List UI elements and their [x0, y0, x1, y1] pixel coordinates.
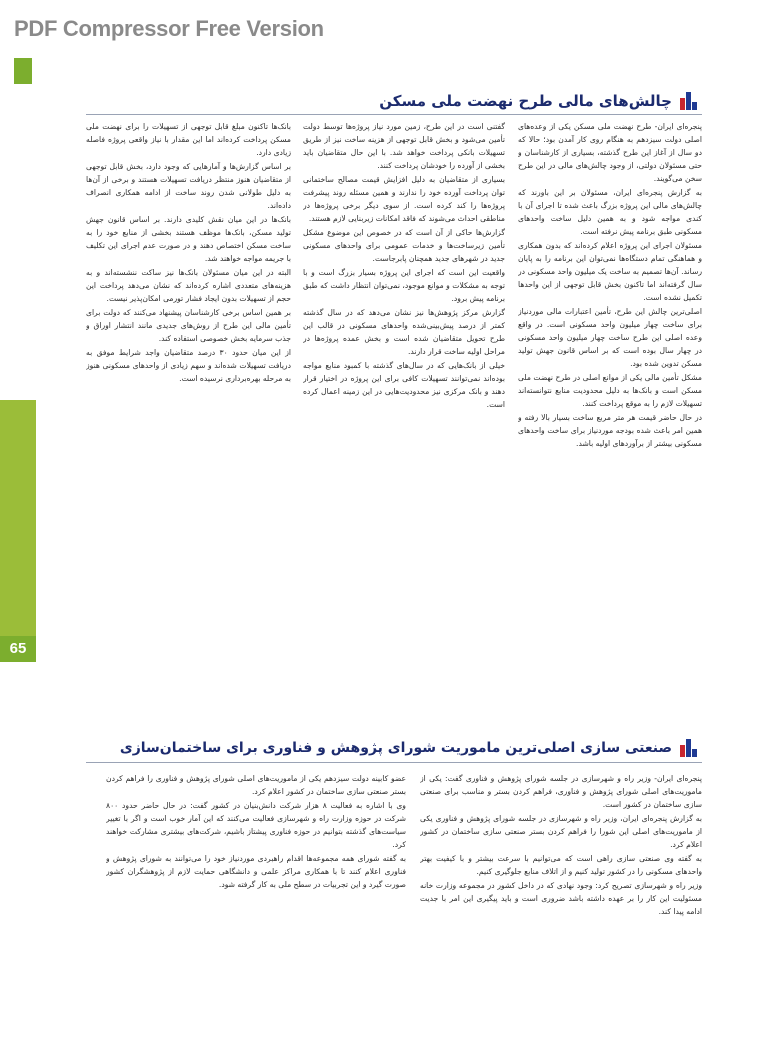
paragraph: بانک‌ها تاکنون مبلغ قابل توجهی از تسهیلات را برای نهضت ملی مسکن پرداخت کرده‌اند اما این مقدار با نیاز واقعی پروژه فاصله زیادی دارد. [86, 122, 291, 157]
paragraph: بر اساس گزارش‌ها و آمارهایی که وجود دارد، بخش قابل توجهی از متقاضیان هنوز منتظر دریافت تسهیلات هستند و برخی از آن‌ها به دلیل طولانی شدن روند ساخت از ادامه همکاری انصراف داده‌اند. [86, 162, 291, 210]
paragraph: مسئولان اجرای این پروژه اعلام کرده‌اند که بدون همکاری و هماهنگی تمام دستگاه‌ها نمی‌توان این برنامه را به پایان رساند. آن‌ها تصمیم به ساخت یک میلیون واحد مسکونی در سال گرفته‌اند اما تاکنون بخش قابل توجهی از این واحدها تکمیل نشده است. [518, 241, 702, 302]
paragraph: مشکل تأمین مالی یکی از موانع اصلی در طرح نهضت ملی مسکن است و بانک‌ها به دلیل محدودیت منابع نتوانسته‌اند تسهیلات لازم را به موقع پرداخت کنند. [518, 373, 702, 408]
page-number: 65 [0, 636, 36, 662]
article-1-column-1 [518, 120, 702, 716]
paragraph: وزیر راه و شهرسازی تصریح کرد: وجود نهادی که در داخل کشور در مجموعه وزارت خانه مسئولیت این کار را بر عهده داشته باشد ضروری است و باید پیگیری این امر با جدیت ادامه پیدا کند. [420, 881, 702, 916]
paragraph: بانک‌ها در این میان نقش کلیدی دارند. بر اساس قانون جهش تولید مسکن، بانک‌ها موظف هستند بخشی از منابع خود را به ساخت مسکن اختصاص دهند و در صورت عدم اجرای این تکلیف با جریمه مواجه خواهند شد. [86, 215, 291, 263]
article-2-heading [120, 739, 698, 757]
side-margin-bar [0, 400, 36, 650]
article-1-title-rule [86, 114, 702, 115]
article-2-column-1 [420, 772, 702, 972]
article-1-title: چالش‌های مالی طرح نهضت ملی مسکن [379, 92, 672, 110]
article-2-title: صنعتی سازی اصلی‌ترین ماموریت شورای پژوهش و فناوری برای ساختمان‌سازی [119, 740, 672, 756]
paragraph: گزارش‌ها حاکی از آن است که در خصوص این موضوع مشکل تأمین زیرساخت‌ها و خدمات عمومی برای واحدهای مسکونی جدید در شهرهای جدید همچنان پابرجاست. [303, 228, 505, 263]
article-1-column-3 [86, 120, 291, 716]
paragraph: البته در این میان مسئولان بانک‌ها نیز ساکت ننشسته‌اند و به هزینه‌های متعددی اشاره کرده‌اند که نشان می‌دهد پرداخت این حجم از تسهیلات بدون ایجاد فشار تورمی امکان‌پذیر نیست. [86, 268, 291, 303]
paragraph: عضو کابینه دولت سیزدهم یکی از ماموریت‌های اصلی شورای پژوهش و فناوری را فراهم کردن بستر صنعتی سازی ساختمان در کشور اعلام کرد. [106, 774, 406, 796]
paragraph: در حال حاضر قیمت هر متر مربع ساخت بسیار بالا رفته و همین امر باعث شده بودجه موردنیاز برای ساخت واحدهای مسکونی بیشتر از برآوردهای اولیه باشد. [518, 413, 702, 448]
bar-chart-icon [680, 739, 698, 757]
paragraph: گزارش مرکز پژوهش‌ها نیز نشان می‌دهد که در سال گذشته کمتر از درصد پیش‌بینی‌شده واحدهای مسکونی در قالب این طرح تحویل متقاضیان شده است و بخش عمده پروژه‌ها در مراحل اولیه ساخت قرار دارند. [303, 308, 505, 356]
paragraph: به گفته وی صنعتی سازی راهی است که می‌توانیم با سرعت بیشتر و با کیفیت بهتر واحدهای مسکونی را در کشور تولید کنیم و از اتلاف منابع جلوگیری کنیم. [420, 854, 702, 876]
article-1-heading [379, 92, 698, 110]
bar-chart-icon [680, 92, 698, 110]
article-2-column-2 [106, 772, 406, 972]
paragraph: به گفته شورای همه مجموعه‌ها اقدام راهبردی موردنیاز خود را می‌توانند به شورای پژوهش و فناوری اعلام کنند تا با همکاری مراکز علمی و دانشگاهی حمایت لازم از پژوهشگران کشور صورت گیرد و این تجربیات در سطح ملی به کار گرفته شود. [106, 854, 406, 889]
paragraph: پنجره‌ای ایران- طرح نهضت ملی مسکن یکی از وعده‌های اصلی دولت سیزدهم به هنگام روی کار آمدن بود؛ حالا که دو سال از آغاز این طرح گذشته، بسیاری از کارشناسان و حتی مسئولان دولتی، از وجود چالش‌های مالی در این طرح سخن می‌گویند. [518, 122, 702, 183]
paragraph: پنجره‌ای ایران- وزیر راه و شهرسازی در جلسه شورای پژوهش و فناوری گفت: یکی از ماموریت‌های اصلی شورای پژوهش و فناوری، فراهم کردن بستر و مناسب برای صنعتی سازی ساختمان در کشور است. [420, 774, 702, 809]
paragraph: بسیاری از متقاضیان به دلیل افزایش قیمت مصالح ساختمانی توان پرداخت آورده خود را ندارند و همین مسئله روند پیشرفت پروژه‌ها را کند کرده است. از سوی دیگر برخی پروژه‌ها در مناطقی احداث می‌شوند که فاقد امکانات زیربنایی لازم هستند. [303, 175, 505, 223]
article-1-column-2 [303, 120, 505, 716]
paragraph: گفتنی است در این طرح، زمین مورد نیاز پروژه‌ها توسط دولت تأمین می‌شود و بخش قابل توجهی از هزینه ساخت نیز از طریق تسهیلات بانکی پرداخت خواهد شد. با این حال متقاضیان باید بخشی از آورده را خودشان پرداخت کنند. [303, 122, 505, 170]
paragraph: خیلی از بانک‌هایی که در سال‌های گذشته با کمبود منابع مواجه بوده‌اند نمی‌توانند تسهیلات کافی برای این پروژه در اختیار قرار دهند و بانک مرکزی نیز محدودیت‌هایی در این زمینه اعمال کرده است. [303, 361, 505, 409]
watermark-text: PDF Compressor Free Version [14, 16, 324, 41]
paragraph: وی با اشاره به فعالیت ۸ هزار شرکت دانش‌بنیان در کشور گفت: در حال حاضر حدود ۸۰۰ شرکت در حوزه وزارت راه و شهرسازی فعالیت می‌کنند که این آمار خوب است و اگر با تغییر سیاست‌های گذشته بتوانیم در حوزه فناوری پیشتاز باشیم، شرکت‌های بیشتری مشارکت خواهند کرد. [106, 801, 406, 849]
paragraph: به گزارش پنجره‌ای ایران، مسئولان بر این باورند که چالش‌های مالی این پروژه بزرگ باعث شده تا اجرای آن با کندی مواجه شود و به همین دلیل ساخت واحدهای مسکونی طبق برنامه پیش نرفته است. [518, 188, 702, 236]
paragraph: از این میان حدود ۳۰ درصد متقاضیان واجد شرایط موفق به دریافت تسهیلات شده‌اند و سهم زیادی از واحدهای مسکونی هنوز به مرحله بهره‌برداری نرسیده است. [86, 348, 291, 383]
section-corner-tab [14, 58, 32, 84]
article-2-title-rule [86, 762, 702, 763]
paragraph: بر همین اساس برخی کارشناسان پیشنهاد می‌کنند که دولت برای تأمین مالی این طرح از روش‌های جدیدی مانند انتشار اوراق و جذب سرمایه بخش خصوصی استفاده کند. [86, 308, 291, 343]
paragraph: واقعیت این است که اجرای این پروژه بسیار بزرگ است و با توجه به مشکلات و موانع موجود، نمی‌توان انتظار داشت که طبق برنامه پیش برود. [303, 268, 505, 303]
paragraph: اصلی‌ترین چالش این طرح، تأمین اعتبارات مالی موردنیاز برای ساخت چهار میلیون واحد مسکونی است. در واقع وعده اصلی این طرح ساخت چهار میلیون واحد مسکونی در چهار سال بوده است که بر اساس قانون جهش تولید مسکن تدوین شده بود. [518, 307, 702, 368]
paragraph: به گزارش پنجره‌ای ایران، وزیر راه و شهرسازی در جلسه شورای پژوهش و فناوری یکی از ماموریت‌های اصلی این شورا را فراهم کردن بستر صنعتی سازی ساختمان در کشور اعلام کرد. [420, 814, 702, 849]
